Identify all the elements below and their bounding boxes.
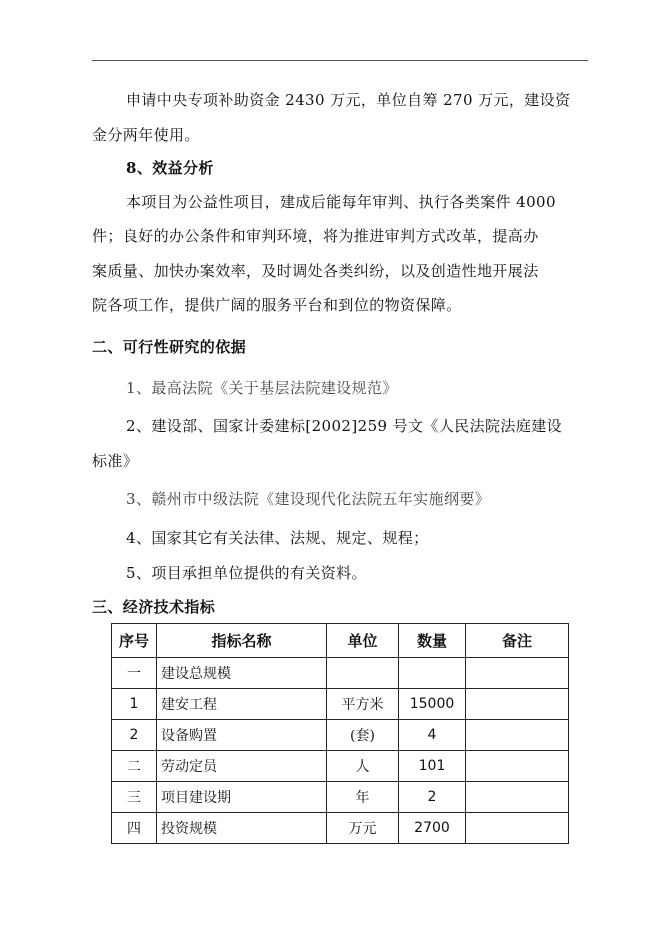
section-2-heading: 二、可行性研究的依据 [92, 338, 247, 356]
table-row [112, 689, 569, 720]
cell-unit: 人 [327, 751, 399, 782]
section-3-heading: 三、经济技术指标 [92, 598, 216, 616]
cell-indicator: 投资规模 [157, 813, 327, 844]
cell-unit: (套) [327, 720, 399, 751]
cell-indicator: 建安工程 [157, 689, 327, 720]
cell-no: 1 [112, 689, 157, 720]
cell-quantity: 2700 [399, 813, 466, 844]
basis-item-2-cont: 标准》 [92, 452, 139, 470]
cell-indicator: 建设总规模 [157, 658, 327, 689]
cell-remark [466, 689, 569, 720]
benefit-line-2: 件；良好的办公条件和审判环境，将为推进审判方式改革，提高办 [92, 227, 539, 245]
benefit-line-4: 院各项工作，提供广阔的服务平台和到位的物资保障。 [92, 296, 462, 314]
cell-unit: 万元 [327, 813, 399, 844]
basis-item-4: 4、国家其它有关法律、法规、规定、规程； [126, 529, 429, 547]
basis-item-5: 5、项目承担单位提供的有关资料。 [126, 564, 367, 582]
table-row [112, 720, 569, 751]
benefit-line-1: 本项目为公益性项目，建成后能每年审判、执行各类案件 4000 [126, 193, 556, 211]
benefit-heading: 8、效益分析 [126, 159, 214, 177]
cell-no: 2 [112, 720, 157, 751]
cell-quantity: 101 [399, 751, 466, 782]
cell-indicator: 设备购置 [157, 720, 327, 751]
header-remark: 备注 [466, 624, 569, 658]
table-row [112, 813, 569, 844]
header-no: 序号 [112, 624, 157, 658]
basis-item-3: 3、赣州市中级法院《建设现代化法院五年实施纲要》 [126, 490, 491, 508]
table-header-row [112, 624, 569, 658]
cell-no: 二 [112, 751, 157, 782]
indicator-table [111, 623, 569, 844]
cell-indicator: 项目建设期 [157, 782, 327, 813]
cell-indicator: 劳动定员 [157, 751, 327, 782]
cell-quantity: 15000 [399, 689, 466, 720]
header-quantity: 数量 [399, 624, 466, 658]
basis-item-2: 2、建设部、国家计委建标[2002]259 号文《人民法院法庭建设 [126, 417, 563, 435]
cell-quantity: 2 [399, 782, 466, 813]
cell-unit: 年 [327, 782, 399, 813]
cell-quantity: 4 [399, 720, 466, 751]
cell-remark [466, 813, 569, 844]
benefit-line-3: 案质量、加快办案效率，及时调处各类纠纷，以及创造性地开展法 [92, 262, 539, 280]
cell-unit: 平方米 [327, 689, 399, 720]
cell-no: 一 [112, 658, 157, 689]
table-row [112, 782, 569, 813]
cell-remark [466, 751, 569, 782]
funding-line-1: 申请中央专项补助资金 2430 万元，单位自筹 270 万元，建设资 [126, 91, 571, 109]
cell-unit [327, 658, 399, 689]
cell-quantity [399, 658, 466, 689]
cell-remark [466, 658, 569, 689]
basis-item-1: 1、最高法院《关于基层法院建设规范》 [126, 379, 398, 397]
table-row [112, 658, 569, 689]
header-indicator: 指标名称 [157, 624, 327, 658]
cell-no: 四 [112, 813, 157, 844]
funding-line-2: 金分两年使用。 [92, 126, 200, 144]
cell-no: 三 [112, 782, 157, 813]
cell-remark [466, 782, 569, 813]
table-row [112, 751, 569, 782]
header-rule [92, 60, 588, 61]
cell-remark [466, 720, 569, 751]
header-unit: 单位 [327, 624, 399, 658]
